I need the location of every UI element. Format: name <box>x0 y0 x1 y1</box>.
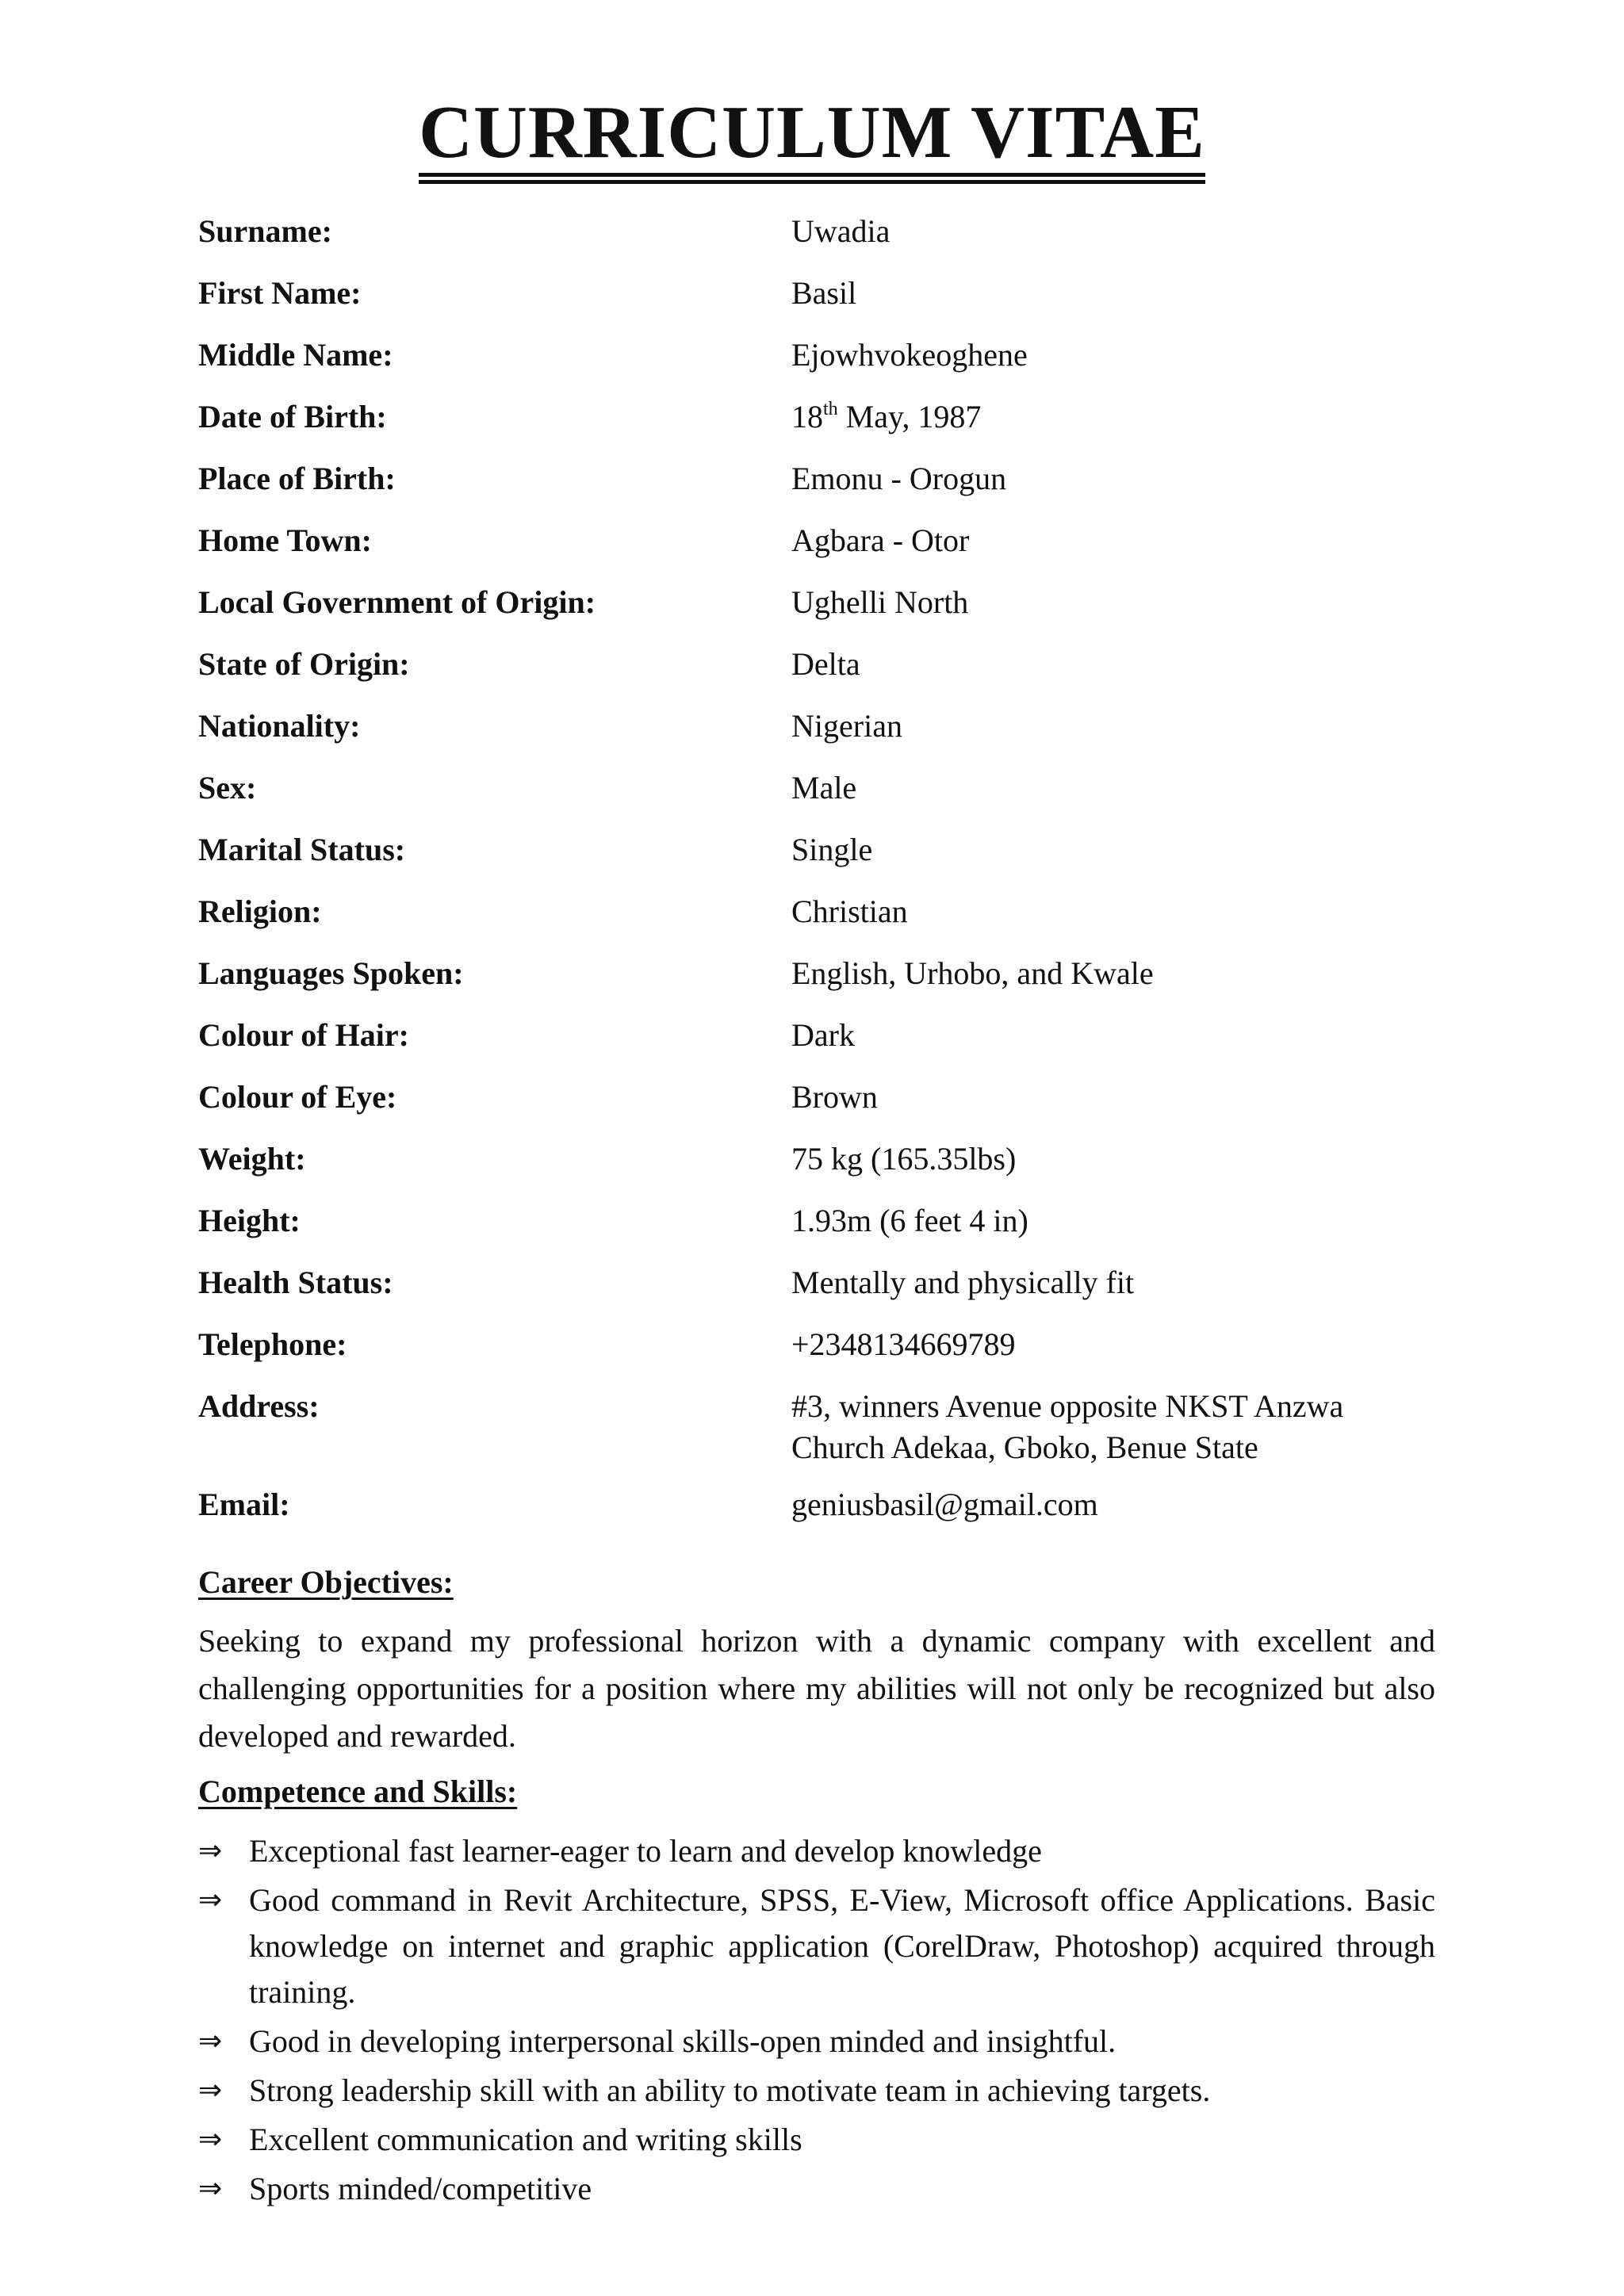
skill-text: Sports minded/competitive <box>249 2171 592 2206</box>
detail-label: Email: <box>198 1487 290 1522</box>
detail-label: Sex: <box>198 770 257 806</box>
skill-text: Good command in Revit Architecture, SPSS, E-View, Microsoft office Applications. Basic knowledge on internet and graphic application (CorelDraw, Photoshop) acquired through training. <box>249 1882 1435 2010</box>
detail-row-state-of-origin <box>198 644 1435 706</box>
skill-text: Excellent communication and writing skills <box>249 2122 802 2157</box>
detail-label: Home Town: <box>198 522 372 558</box>
list-item <box>198 1828 1435 1874</box>
detail-value: 75 kg (165.35lbs) <box>791 1141 1017 1177</box>
detail-value: +2348134669789 <box>791 1326 1016 1362</box>
detail-value: Uwadia <box>791 213 891 249</box>
detail-value: Dark <box>791 1017 855 1053</box>
list-item <box>198 2117 1435 2163</box>
detail-label: Middle Name: <box>198 337 393 373</box>
detail-value: Nigerian <box>791 708 902 744</box>
detail-row-sex <box>198 767 1435 829</box>
detail-row-languages <box>198 953 1435 1015</box>
title-container <box>0 91 1624 184</box>
skills-heading: Competence and Skills: <box>198 1774 518 1809</box>
birth-day: 18 <box>791 399 823 434</box>
detail-row-home-town <box>198 520 1435 582</box>
detail-value: geniusbasil@gmail.com <box>791 1487 1098 1522</box>
detail-label: Religion: <box>198 894 322 929</box>
detail-value: Delta <box>791 646 860 682</box>
detail-value: Male <box>791 770 857 806</box>
skill-text: Exceptional fast learner-eager to learn and develop knowledge <box>249 1833 1042 1869</box>
detail-value: Basil <box>791 275 857 311</box>
detail-row-lga <box>198 582 1435 644</box>
document-title: CURRICULUM VITAE <box>419 95 1205 184</box>
detail-value: Ejowhvokeoghene <box>791 337 1028 373</box>
list-item <box>198 2068 1435 2114</box>
detail-row-religion <box>198 891 1435 953</box>
list-item <box>198 2166 1435 2212</box>
detail-row-middle-name <box>198 335 1435 396</box>
detail-label: Nationality: <box>198 708 361 744</box>
detail-value: Agbara - Otor <box>791 522 970 558</box>
detail-row-date-of-birth <box>198 396 1435 458</box>
detail-row-address <box>198 1386 1435 1484</box>
detail-row-place-of-birth <box>198 458 1435 520</box>
arrow-right-icon: ⇒ <box>198 1884 223 1916</box>
detail-label: Surname: <box>198 213 332 249</box>
detail-value: Christian <box>791 894 908 929</box>
personal-details <box>198 211 1435 1546</box>
skill-text: Good in developing interpersonal skills-open minded and insightful. <box>249 2023 1116 2059</box>
detail-label: State of Origin: <box>198 646 410 682</box>
detail-row-weight <box>198 1138 1435 1200</box>
detail-label: Colour of Eye: <box>198 1079 397 1115</box>
detail-label: Weight: <box>198 1141 306 1177</box>
detail-row-surname <box>198 211 1435 273</box>
detail-value: #3, winners Avenue opposite NKST Anzwa Church Adekaa, Gboko, Benue State <box>791 1388 1344 1465</box>
detail-label: Languages Spoken: <box>198 955 464 991</box>
detail-value: Ughelli North <box>791 584 969 620</box>
detail-row-health-status <box>198 1262 1435 1324</box>
detail-row-first-name <box>198 273 1435 335</box>
detail-label: Colour of Hair: <box>198 1017 409 1053</box>
career-objectives-heading: Career Objectives: <box>198 1564 454 1600</box>
detail-value: Mentally and physically fit <box>791 1265 1135 1300</box>
skill-text: Strong leadership skill with an ability to motivate team in achieving targets. <box>249 2072 1211 2108</box>
detail-value <box>791 396 1435 458</box>
detail-row-nationality <box>198 706 1435 767</box>
detail-row-email <box>198 1484 1435 1546</box>
list-item <box>198 2019 1435 2064</box>
list-item <box>198 1877 1435 2015</box>
arrow-right-icon: ⇒ <box>198 1835 223 1867</box>
birth-month-year: May, 1987 <box>837 399 982 434</box>
detail-label: First Name: <box>198 275 362 311</box>
arrow-right-icon: ⇒ <box>198 2025 223 2057</box>
detail-label: Marital Status: <box>198 832 406 867</box>
detail-label: Address: <box>198 1388 320 1424</box>
detail-row-height <box>198 1200 1435 1262</box>
arrow-right-icon: ⇒ <box>198 2172 223 2205</box>
detail-value: Emonu - Orogun <box>791 461 1007 496</box>
birth-day-suffix: th <box>823 399 838 419</box>
detail-label: Local Government of Origin: <box>198 584 596 620</box>
detail-label: Place of Birth: <box>198 461 396 496</box>
skills-list <box>198 1828 1435 2215</box>
detail-row-eye-colour <box>198 1077 1435 1138</box>
arrow-right-icon: ⇒ <box>198 2123 223 2156</box>
detail-row-hair-colour <box>198 1015 1435 1077</box>
detail-label: Health Status: <box>198 1265 393 1300</box>
detail-row-marital-status <box>198 829 1435 891</box>
detail-value: English, Urhobo, and Kwale <box>791 955 1154 991</box>
career-objectives-text: Seeking to expand my professional horizon with a dynamic company with excellent and challenging opportunities for a position where my abilities will not only be recognized but also developed and rewarded. <box>198 1623 1435 1754</box>
detail-label: Telephone: <box>198 1326 347 1362</box>
detail-value: 1.93m (6 feet 4 in) <box>791 1203 1028 1238</box>
detail-label: Date of Birth: <box>198 399 387 434</box>
detail-value: Brown <box>791 1079 878 1115</box>
detail-label: Height: <box>198 1203 301 1238</box>
detail-value: Single <box>791 832 873 867</box>
detail-row-telephone <box>198 1324 1435 1386</box>
arrow-right-icon: ⇒ <box>198 2074 223 2107</box>
